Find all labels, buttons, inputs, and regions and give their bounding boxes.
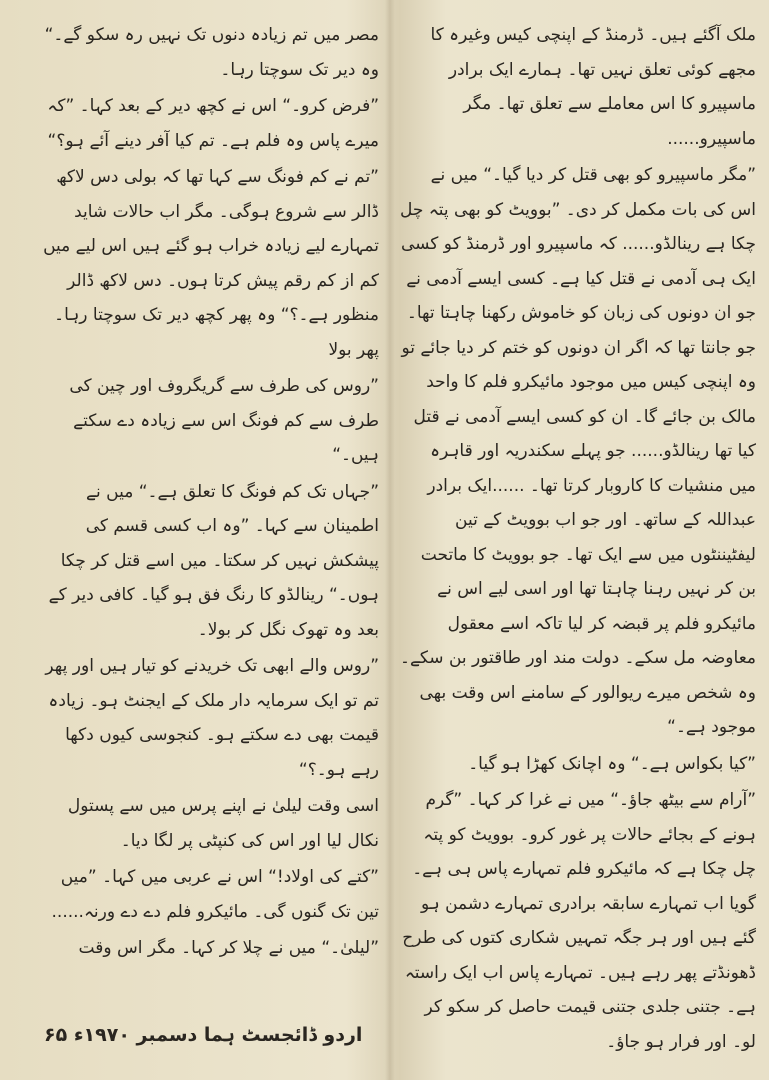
page-gutter [385, 0, 395, 1080]
paragraph: اسی وقت لیلیٰ نے اپنے پرس میں سے پستول نکال لیا اور اس کی کنپٹی پر لگا دیا۔ [67, 796, 379, 851]
paragraph: ”روس والے ابھی تک خریدنے کو تیار ہیں اور پھر تم تو ایک سرمایہ دار ملک کے ایجنٹ ہو۔ زیادہ قیمت بھی دے سکتے ہو۔ کنجوسی کیوں دکھا رہے ہو۔؟“ [45, 656, 379, 780]
footer-line: اردو ڈائجسٹ ہما دسمبر ۱۹۷۰ء [73, 1024, 363, 1046]
page-number: ۶۵ [44, 1024, 68, 1046]
paragraph: ”آرام سے بیٹھ جاؤ۔“ میں نے غرا کر کہا۔ ”گرم ہونے کے بجائے حالات پر غور کرو۔ بوویٹ کو پتہ چل چکا ہے کہ مائیکرو فلم تمہارے پاس ہی ہے۔ گویا اب تمہارے سابقہ برادری تمہارے دشمن ہو گئے ہیں اور ہر جگہ تمہیں شکاری کتوں کی طرح ڈھونڈتے پھر رہے ہیں۔ تمہارے پاس اب ایک راستہ ہے۔ جتنی جلدی جتنی قیمت حاصل کر سکو کر لو۔ اور فرار ہو جاؤ۔ [402, 790, 756, 1052]
paragraph: ”روس کی طرف سے گریگروف اور چین کی طرف سے کم فونگ اس سے زیادہ دے سکتے ہیں۔“ [69, 376, 379, 465]
paragraph: ”جہاں تک کم فونگ کا تعلق ہے۔“ میں نے اطمینان سے کہا۔ ”وہ اب کسی قسم کی پیشکش نہیں کر سکتا۔ میں اسے قتل کر چکا ہوں۔“ رینالڈو کا رنگ فق ہو گیا۔ کافی دیر کے بعد وہ تھوک نگل کر بولا۔ [48, 481, 379, 640]
paragraph: ملک آگئے ہیں۔ ڈرمنڈ کے اپنچی کیس وغیرہ کا مجھے کوئی تعلق نہیں تھا۔ ہمارے ایک برادر ماسپیرو کا اس معاملے سے تعلق تھا۔ مگر ماسپیرو...... [430, 25, 756, 149]
left-text-column [34, 18, 379, 1000]
paragraph: ”کتے کی اولاد!“ اس نے عربی میں کہا۔ ”میں تین تک گنوں گی۔ مائیکرو فلم دے دے ورنہ...... [51, 867, 379, 922]
paragraph: ”مگر ماسپیرو کو بھی قتل کر دیا گیا۔“ میں نے اس کی بات مکمل کر دی۔ ”بوویٹ کو بھی پتہ چل چکا ہے رینالڈو...... کہ ماسپیرو اور ڈرمنڈ کو کسی ایک ہی آدمی نے قتل کیا ہے۔ کسی ایسے آدمی نے جو ان دونوں کی زبان کو خاموش رکھنا چاہتا تھا۔ جو جانتا تھا کہ اگر ان دونوں کو ختم کر دیا جائے تو وہ اپنچی کیس میں موجود مائیکرو فلم کا واحد مالک بن جائے گا۔ ان کو کسی ایسے آدمی نے قتل کیا تھا رینالڈو...... جو پہلے سکندریہ اور قاہرہ میں منشیات کا کاروبار کرتا تھا۔ ......ایک برادر عبداللہ کے ساتھ۔ اور جو اب بوویٹ کے تین لیفٹیننٹوں میں سے ایک تھا۔ جو بوویٹ کا ماتحت بن کر نہیں رہنا چاہتا تھا اور اسی لیے اس نے مائیکرو فلم پر قبضہ کر لیا تاکہ اسے معقول معاوضہ مل سکے۔ دولت مند اور طاقتور بن سکے۔ وہ شخص میرے ریوالور کے سامنے اس وقت بھی موجود ہے۔“ [400, 165, 756, 737]
paragraph: ”کیا بکواس ہے۔“ وہ اچانک کھڑا ہو گیا۔ [468, 753, 756, 774]
paragraph: ”لیلیٰ۔“ میں نے چلا کر کہا۔ مگر اس وقت [78, 938, 379, 958]
paragraph: مصر میں تم زیادہ دنوں تک نہیں رہ سکو گے۔“ وہ دیر تک سوچتا رہا۔ [44, 25, 379, 80]
paragraph: ”فرض کرو۔“ اس نے کچھ دیر کے بعد کہا۔ ”کہ میرے پاس وہ فلم ہے۔ تم کیا آفر دینے آئے ہو؟“ [47, 96, 379, 151]
right-text-column [400, 18, 756, 1052]
paragraph: ”تم نے کم فونگ سے کہا تھا کہ بولی دس لاکھ ڈالر سے شروع ہوگی۔ مگر اب حالات شاید تمہارے لیے زیادہ خراب ہو گئے ہیں اس لیے میں کم از کم رقم پیش کرتا ہوں۔ دس لاکھ ڈالر منظور ہے۔؟“ وہ پھر کچھ دیر تک سوچتا رہا۔ پھر بولا [43, 167, 379, 360]
page-footer [44, 1024, 362, 1046]
